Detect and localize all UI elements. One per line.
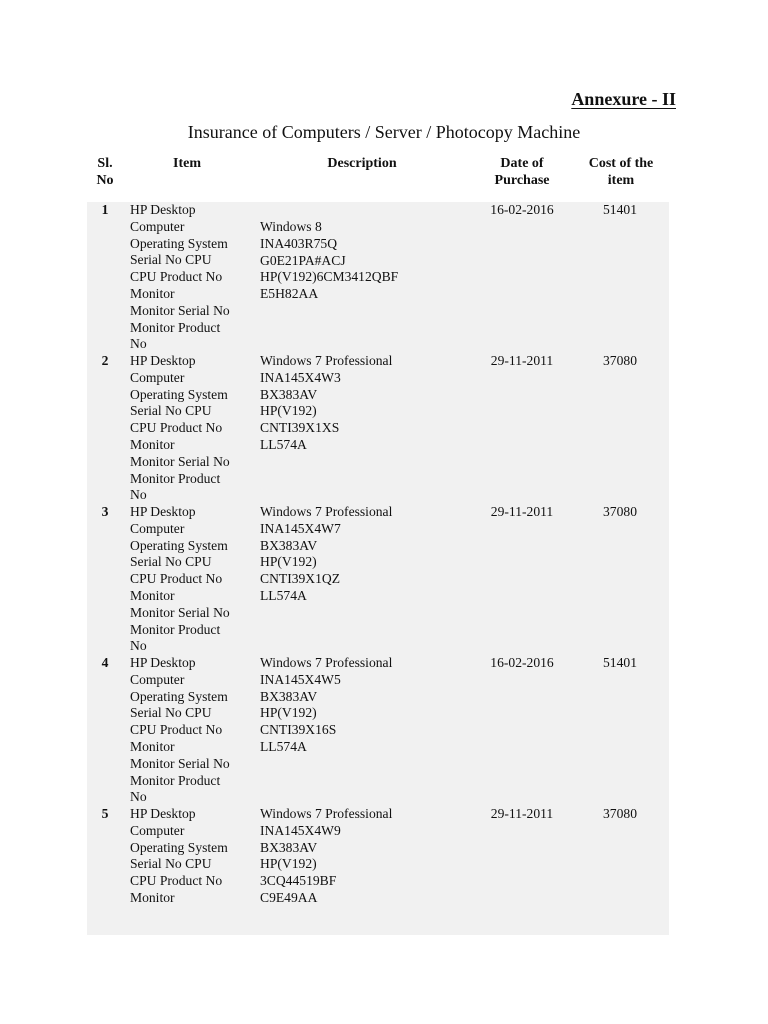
table-row xyxy=(87,655,669,806)
cell-cost: 51401 xyxy=(603,202,637,217)
cell-item: HP Desktop Computer Operating System Serial No CPU CPU Product No Monitor Monitor Serial No Monitor Product No xyxy=(130,202,230,352)
cell-description: Windows 7 Professional INA145X4W9 BX383AV HP(V192) 3CQ44519BF C9E49AA xyxy=(260,806,393,905)
column-header-cost: Cost of the item xyxy=(588,156,654,188)
cell-item: HP Desktop Computer Operating System Serial No CPU CPU Product No Monitor Monitor Serial No Monitor Product No xyxy=(130,353,230,503)
column-header-sl-no: Sl. No xyxy=(96,156,114,188)
table-row xyxy=(87,806,669,957)
cell-sl-no: 2 xyxy=(101,353,109,368)
cell-item: HP Desktop Computer Operating System Serial No CPU CPU Product No Monitor Monitor Serial No Monitor Product No xyxy=(130,504,230,654)
cell-item: HP Desktop Computer Operating System Serial No CPU CPU Product No Monitor Monitor Serial No Monitor Product No xyxy=(130,655,230,805)
cell-description: Windows 7 Professional INA145X4W3 BX383AV HP(V192) CNTI39X1XS LL574A xyxy=(260,353,393,452)
cell-cost: 37080 xyxy=(603,353,637,368)
table-row xyxy=(87,504,669,655)
column-header-description: Description xyxy=(327,156,397,171)
cell-cost: 51401 xyxy=(603,655,637,670)
cell-sl-no: 3 xyxy=(101,504,109,519)
table-body xyxy=(87,202,669,935)
cell-date-of-purchase: 29-11-2011 xyxy=(490,806,554,821)
cell-sl-no: 1 xyxy=(101,202,109,217)
cell-description: Windows 8 INA403R75Q G0E21PA#ACJ HP(V192)6CM3412QBF E5H82AA xyxy=(260,219,399,302)
cell-cost: 37080 xyxy=(603,806,637,821)
cell-description: Windows 7 Professional INA145X4W5 BX383AV HP(V192) CNTI39X16S LL574A xyxy=(260,655,393,754)
column-header-item: Item xyxy=(173,156,201,171)
table-header xyxy=(87,155,669,199)
cell-date-of-purchase: 29-11-2011 xyxy=(490,353,554,368)
cell-item: HP Desktop Computer Operating System Serial No CPU CPU Product No Monitor xyxy=(130,806,228,905)
table-row xyxy=(87,202,669,353)
document-title: Insurance of Computers / Server / Photocopy Machine xyxy=(187,122,581,142)
annexure-label: Annexure - II xyxy=(571,89,676,109)
cell-date-of-purchase: 16-02-2016 xyxy=(490,202,554,217)
cell-date-of-purchase: 16-02-2016 xyxy=(490,655,554,670)
table-row xyxy=(87,353,669,504)
column-header-date-of-purchase: Date of Purchase xyxy=(494,156,550,188)
cell-date-of-purchase: 29-11-2011 xyxy=(490,504,554,519)
cell-sl-no: 5 xyxy=(101,806,109,821)
cell-description: Windows 7 Professional INA145X4W7 BX383AV HP(V192) CNTI39X1QZ LL574A xyxy=(260,504,393,603)
cell-cost: 37080 xyxy=(603,504,637,519)
cell-sl-no: 4 xyxy=(101,655,109,670)
